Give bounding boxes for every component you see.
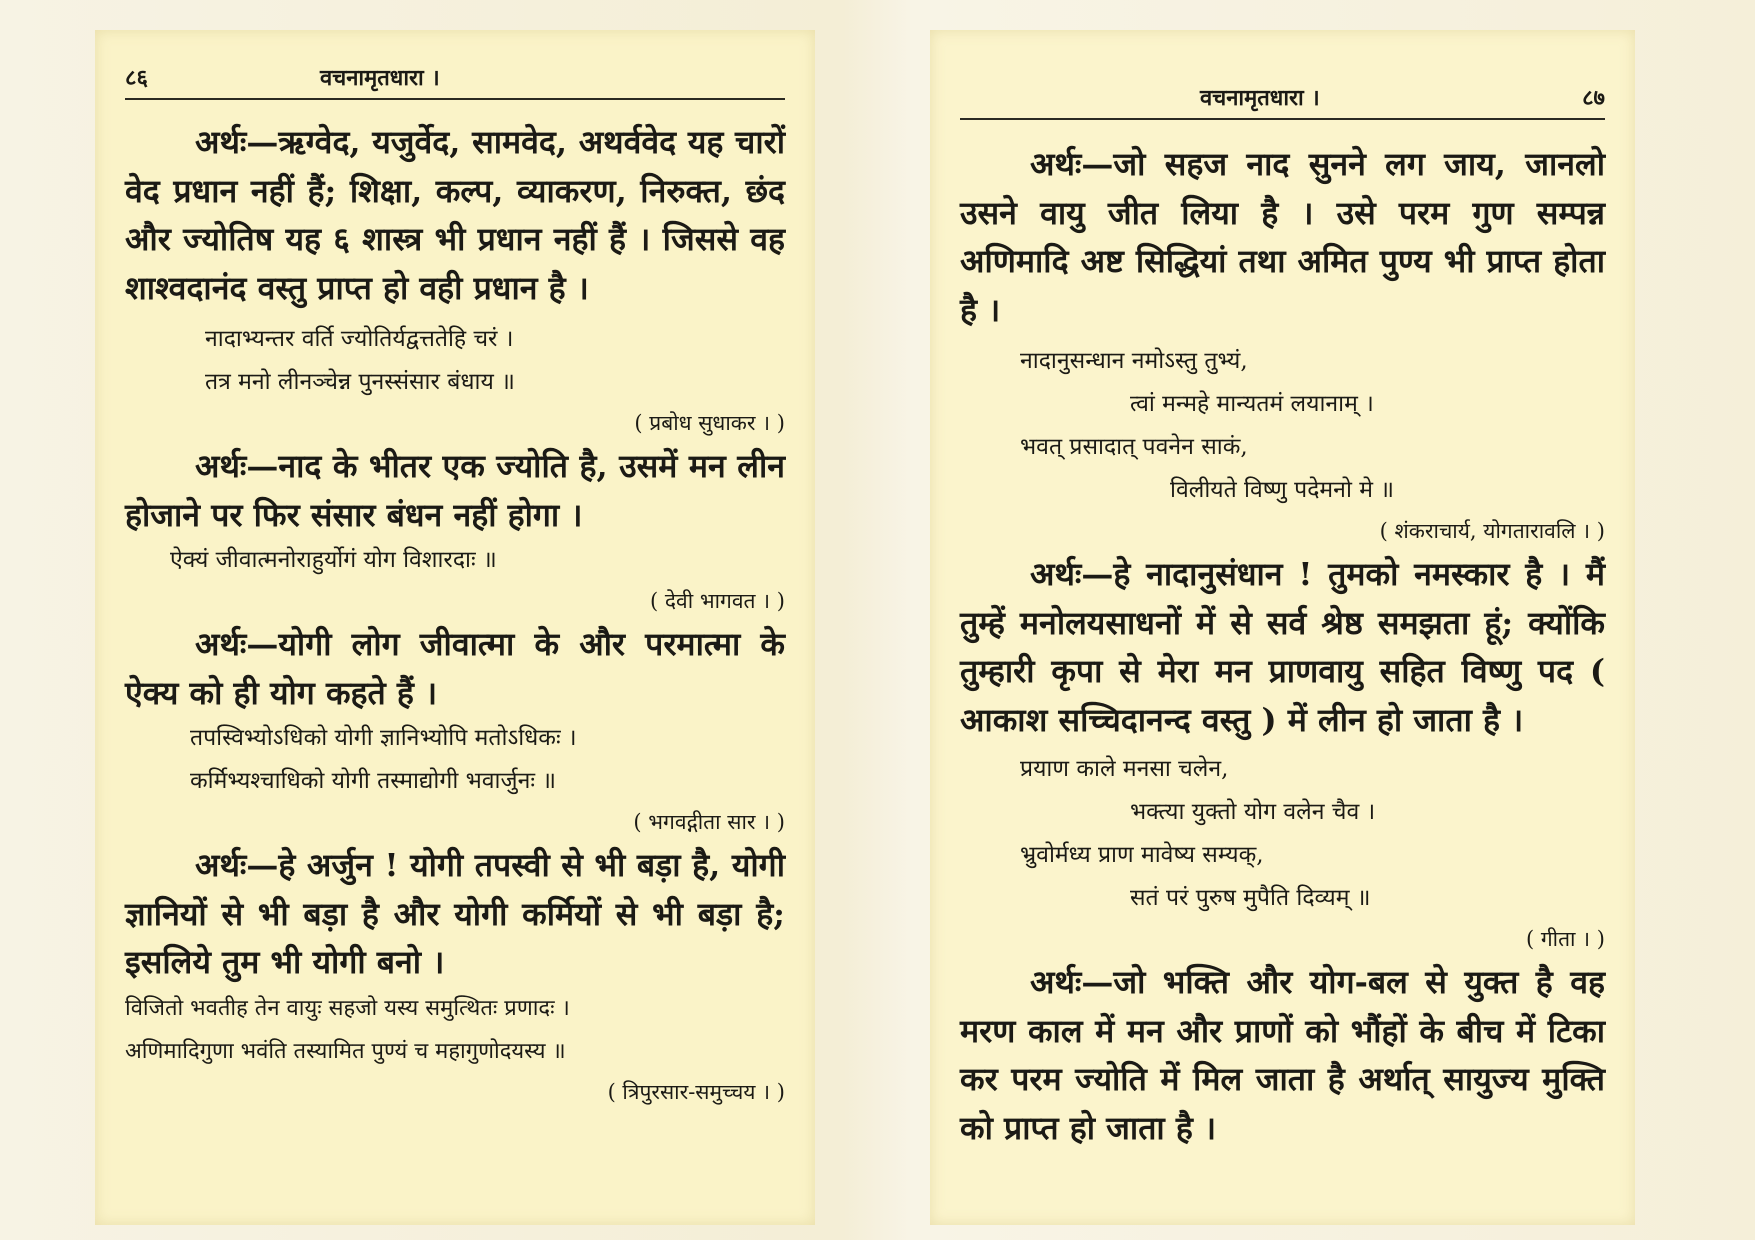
- sanskrit-verse: नादानुसन्धान नमोऽस्तु तुभ्यं,: [1020, 348, 1248, 374]
- sanskrit-verse: कर्मिभ्यश्चाधिको योगी तस्माद्योगी भवार्जुनः ॥: [190, 768, 557, 794]
- source-citation: ( गीता । ): [1525, 927, 1605, 951]
- source-citation: ( देवी भागवत । ): [650, 589, 785, 613]
- sanskrit-verse: अणिमादिगुणा भवंति तस्यामित पुण्यं च महागुणोदयस्य ॥: [125, 1038, 566, 1064]
- left-page-header: [125, 58, 785, 100]
- sanskrit-verse: तपस्विभ्योऽधिको योगी ज्ञानिभ्योपि मतोऽधिकः ।: [190, 725, 577, 751]
- sanskrit-verse: नादाभ्यन्तर वर्ति ज्योतिर्यद्वत्ततेहि चरं ।: [205, 326, 514, 352]
- meaning-paragraph: अर्थः—हे नादानुसंधान ! तुमको नमस्कार है । मैं तुम्हें मनोलयसाधनों में से सर्व श्रेष्ठ समझता हूं; क्योंकि तुम्हारी कृपा से मेरा मन प्राणवायु सहित विष्णु पद ( आकाश सच्चिदानन्द वस्तु ) में लीन हो जाता है ।: [960, 555, 1605, 739]
- meaning-paragraph: अर्थः—योगी लोग जीवात्मा के और परमात्मा के ऐक्य को ही योग कहते हैं ।: [125, 625, 785, 712]
- source-citation: ( प्रबोध सुधाकर । ): [634, 411, 785, 435]
- sanskrit-verse: प्रयाण काले मनसा चलेन,: [1020, 756, 1229, 782]
- sanskrit-verse: भवत् प्रसादात् पवनेन साकं,: [1020, 434, 1248, 460]
- sanskrit-verse: त्वां मन्महे मान्यतमं लयानाम् ।: [1130, 391, 1374, 417]
- sanskrit-verse: विजितो भवतीह तेन वायुः सहजो यस्य समुत्थितः प्रणादः ।: [125, 995, 570, 1021]
- source-citation: ( भगवद्गीता सार । ): [633, 810, 785, 834]
- right-page: [930, 30, 1635, 1225]
- meaning-paragraph: अर्थः—जो सहज नाद सुनने लग जाय, जानलो उसने वायु जीत लिया है । उसे परम गुण सम्पन्न अणिमादि अष्ट सिद्धियां तथा अमित पुण्य भी प्राप्त होता है ।: [960, 145, 1605, 329]
- sanskrit-verse: सतं परं पुरुष मुपैति दिव्यम् ॥: [1130, 885, 1371, 911]
- sanskrit-verse: तत्र मनो लीनञ्चेन्न पुनस्संसार बंधाय ॥: [205, 369, 515, 395]
- right-page-header: [960, 78, 1605, 120]
- page-number: ८६: [125, 65, 148, 91]
- right-page-body: [960, 140, 1605, 1152]
- sanskrit-verse: विलीयते विष्णु पदेमनो मे ॥: [1170, 477, 1395, 503]
- sanskrit-verse: भक्त्या युक्तो योग वलेन चैव ।: [1130, 799, 1376, 825]
- sanskrit-verse: ऐक्यं जीवात्मनोराहुर्योगं योग विशारदाः ॥: [170, 547, 497, 573]
- left-page: [95, 30, 815, 1225]
- left-page-body: [125, 118, 785, 1111]
- source-citation: ( त्रिपुरसार-समुच्चय । ): [607, 1079, 785, 1104]
- page-number: ८७: [1582, 85, 1605, 111]
- source-citation: ( शंकराचार्य, योगतारावलि । ): [1379, 519, 1605, 543]
- running-title: वचनामृतधारा ।: [320, 65, 440, 91]
- meaning-paragraph: अर्थः—ऋग्वेद, यजुर्वेद, सामवेद, अथर्ववेद यह चारों वेद प्रधान नहीं हैं; शिक्षा, कल्प, व्याकरण, निरुक्त, छंद और ज्योतिष यह ६ शास्त्र भी प्रधान नहीं हैं । जिससे वह शाश्वदानंद वस्तु प्राप्त हो वही प्रधान है ।: [125, 123, 785, 307]
- meaning-paragraph: अर्थः—नाद के भीतर एक ज्योति है, उसमें मन लीन होजाने पर फिर संसार बंधन नहीं होगा ।: [125, 447, 785, 534]
- meaning-paragraph: अर्थः—जो भक्ति और योग-बल से युक्त है वह मरण काल में मन और प्राणों को भौंहों के बीच में टिका कर परम ज्योति में मिल जाता है अर्थात् सायुज्य मुक्ति को प्राप्त हो जाता है ।: [960, 963, 1605, 1147]
- running-title: वचनामृतधारा ।: [1200, 85, 1320, 111]
- meaning-paragraph: अर्थः—हे अर्जुन ! योगी तपस्वी से भी बड़ा है, योगी ज्ञानियों से भी बड़ा है और योगी कर्मियों से भी बड़ा है; इसलिये तुम भी योगी बनो ।: [125, 846, 785, 981]
- sanskrit-verse: भ्रुवोर्मध्य प्राण मावेष्य सम्यक्,: [1020, 842, 1264, 868]
